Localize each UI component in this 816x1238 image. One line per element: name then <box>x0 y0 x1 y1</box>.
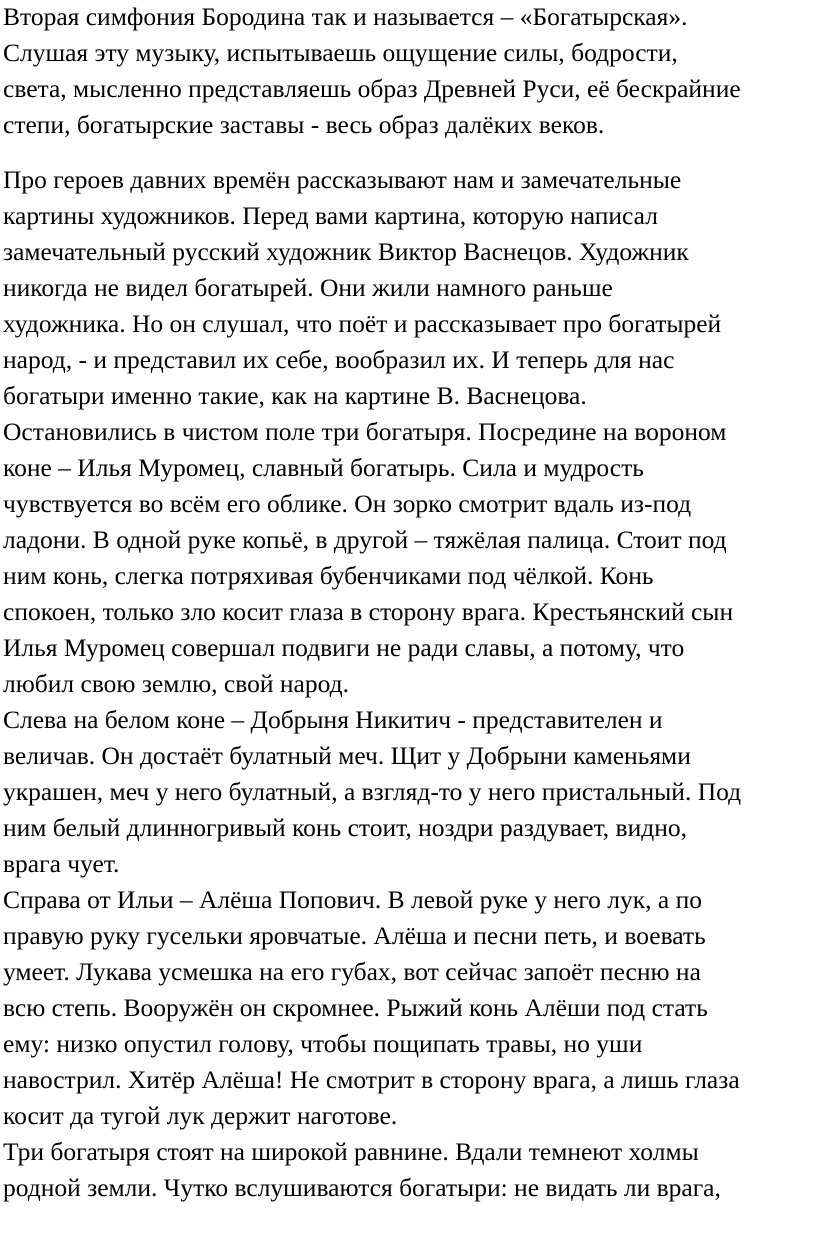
text-line: богатыри именно такие, как на картине В. Васнецова. <box>3 381 587 410</box>
text-line: украшен, меч у него булатный, а взгляд-то у него пристальный. Под <box>3 777 742 806</box>
text-line: любил свою землю, свой народ. <box>3 669 349 698</box>
text-line: ему: низко опустил голову, чтобы пощипать травы, но уши <box>3 1029 643 1058</box>
text-line: врага чует. <box>3 849 120 878</box>
text-line: картины художников. Перед вами картина, которую написал <box>3 201 658 230</box>
text-line: спокоен, только зло косит глаза в сторону врага. Крестьянский сын <box>3 597 734 626</box>
text-line: умеет. Лукава усмешка на его губах, вот сейчас запоёт песню на <box>3 957 701 986</box>
text-line: Слева на белом коне – Добрыня Никитич - представителен и <box>3 705 663 734</box>
text-line: света, мысленно представляешь образ Древней Руси, её бескрайние <box>3 74 741 103</box>
text-line: никогда не видел богатырей. Они жили намного раньше <box>3 273 613 302</box>
text-line: чувствуется во всём его облике. Он зорко смотрит вдаль из-под <box>3 489 692 518</box>
text-line: ладони. В одной руке копьё, в другой – тяжёлая палица. Стоит под <box>3 525 727 554</box>
text-line: ним конь, слегка потряхивая бубенчиками под чёлкой. Конь <box>3 561 654 590</box>
text-line: Справа от Ильи – Алёша Попович. В левой руке у него лук, а по <box>3 885 702 914</box>
text-line: степи, богатырские заставы - весь образ далёких веков. <box>3 110 605 139</box>
text-line: народ, - и представил их себе, вообразил их. И теперь для нас <box>3 345 675 374</box>
text-line: Остановились в чистом поле три богатыря. Посредине на вороном <box>3 417 727 446</box>
text-line: косит да тугой лук держит наготове. <box>3 1101 398 1130</box>
text-line: коне – Илья Муромец, славный богатырь. Сила и мудрость <box>3 453 644 482</box>
text-line: навострил. Хитёр Алёша! Не смотрит в сторону врага, а лишь глаза <box>3 1065 740 1094</box>
text-line: Слушая эту музыку, испытываешь ощущение силы, бодрости, <box>3 38 678 67</box>
text-line: Вторая симфония Бородина так и называется – «Богатырская». <box>3 2 688 31</box>
text-line: Илья Муромец совершал подвиги не ради славы, а потому, что <box>3 633 685 662</box>
text-line: художника. Но он слушал, что поёт и рассказывает про богатырей <box>3 309 722 338</box>
text-line: родной земли. Чутко вслушиваются богатыри: не видать ли врага, <box>3 1173 721 1202</box>
text-line: Про героев давних времён рассказывают нам и замечательные <box>3 165 682 194</box>
text-line: Три богатыря стоят на широкой равнине. Вдали темнеют холмы <box>3 1137 699 1166</box>
text-line: ним белый длинногривый конь стоит, ноздри раздувает, видно, <box>3 813 687 842</box>
text-line: замечательный русский художник Виктор Васнецов. Художник <box>3 237 689 266</box>
text-line: всю степь. Вооружён он скромнее. Рыжий конь Алёши под стать <box>3 993 708 1022</box>
text-line: величав. Он достаёт булатный меч. Щит у Добрыни каменьями <box>3 741 691 770</box>
text-line: правую руку гусельки яровчатые. Алёша и песни петь, и воевать <box>3 921 706 950</box>
